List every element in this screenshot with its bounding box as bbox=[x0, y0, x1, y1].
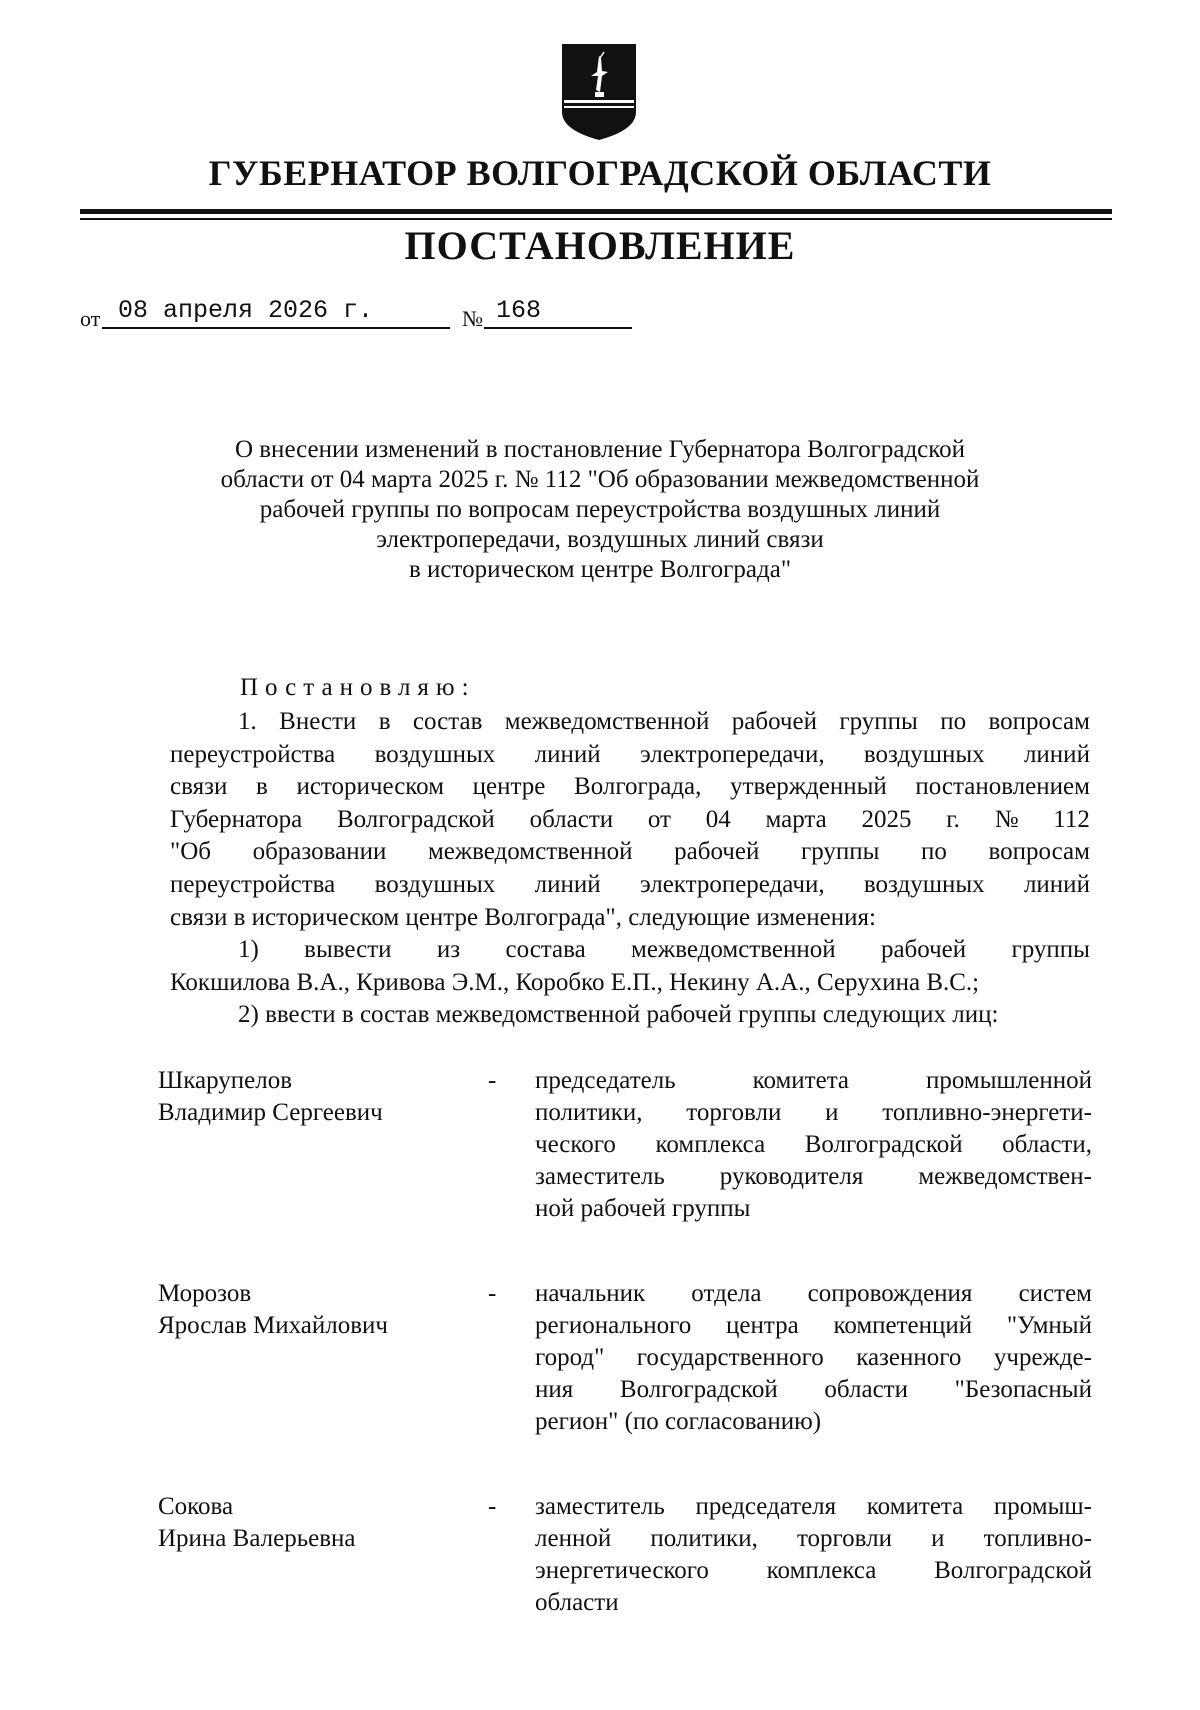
member-position bbox=[535, 1278, 1092, 1438]
word: политики, bbox=[650, 1525, 758, 1552]
word: систем bbox=[1018, 1280, 1092, 1307]
word: воздушных bbox=[374, 870, 496, 898]
subject-line: О внесении изменений в постановление Губернатора Волгоградской bbox=[234, 436, 966, 463]
member-name bbox=[158, 1278, 458, 1342]
word: ния bbox=[535, 1376, 574, 1403]
body-line bbox=[170, 739, 1090, 772]
word: образовании bbox=[252, 838, 387, 866]
word: в bbox=[378, 708, 391, 735]
body-line bbox=[170, 836, 1090, 869]
word: ческого bbox=[535, 1131, 616, 1158]
word: межведомствен- bbox=[918, 1163, 1092, 1190]
position-line bbox=[535, 1278, 1092, 1310]
member-surname: Сокова bbox=[158, 1493, 234, 1520]
header-rule-thick bbox=[80, 209, 1112, 214]
word: вывести bbox=[304, 936, 392, 964]
member-dash: - bbox=[488, 1280, 497, 1307]
word: рабочей bbox=[880, 936, 967, 964]
word: заместитель bbox=[535, 1163, 665, 1190]
position-line bbox=[535, 1065, 1092, 1097]
word: постановлением bbox=[915, 773, 1090, 801]
word: комитета bbox=[752, 1067, 850, 1094]
word: межведомственной bbox=[504, 708, 710, 735]
word: торговли bbox=[796, 1525, 893, 1552]
member-surname: Шкарупелов bbox=[158, 1067, 293, 1094]
word: линий bbox=[1023, 740, 1090, 768]
word: председатель bbox=[535, 1067, 676, 1094]
member-name bbox=[158, 1065, 458, 1129]
member-given-names: Владимир Сергеевич bbox=[158, 1099, 383, 1126]
word: воздушных bbox=[374, 740, 496, 768]
word: топливно- bbox=[983, 1525, 1092, 1552]
word: Губернатора bbox=[170, 805, 303, 833]
word: ленной bbox=[535, 1525, 612, 1552]
word: 04 bbox=[705, 805, 731, 833]
document-number: 168 bbox=[496, 296, 542, 325]
body-line bbox=[170, 771, 1090, 804]
word: "Безопасный bbox=[954, 1376, 1092, 1403]
word: состава bbox=[505, 936, 586, 964]
subject-line: рабочей группы по вопросам переустройства воздушных линий bbox=[259, 496, 941, 523]
position-line: области bbox=[535, 1589, 619, 1616]
position-line bbox=[535, 1310, 1092, 1342]
word: переустройства bbox=[170, 740, 336, 768]
word: состав bbox=[412, 708, 483, 735]
issuer-title: ГУБЕРНАТОР ВОЛГОГРАДСКОЙ ОБЛАСТИ bbox=[208, 153, 992, 193]
word: вопросам bbox=[988, 838, 1090, 866]
word: 2025 bbox=[861, 805, 912, 833]
volgograd-emblem-icon bbox=[560, 42, 638, 142]
word: 1) bbox=[238, 936, 259, 964]
word: воздушных bbox=[863, 740, 985, 768]
word: линий bbox=[1023, 870, 1090, 898]
word: рабочей bbox=[731, 708, 817, 735]
member-given-names: Ярослав Михайлович bbox=[158, 1312, 389, 1339]
document-date: 08 апреля 2026 г. bbox=[118, 296, 374, 325]
position-line bbox=[535, 1097, 1092, 1129]
word: Волгоградской bbox=[336, 805, 495, 833]
resolving-word: Постановляю: bbox=[240, 674, 476, 701]
word: по bbox=[921, 838, 947, 866]
word: марта bbox=[765, 805, 827, 833]
word: группы bbox=[1011, 936, 1090, 964]
document-subject bbox=[170, 435, 1030, 585]
member-position bbox=[535, 1491, 1092, 1619]
word: линий bbox=[534, 740, 601, 768]
word: от bbox=[647, 805, 671, 833]
word: председателя bbox=[695, 1493, 837, 1520]
word: группы bbox=[800, 838, 880, 866]
word: межведомственной bbox=[427, 838, 633, 866]
word: комитета bbox=[866, 1493, 964, 1520]
item1-line: Кокшилова В.А., Кривова Э.М., Коробко Е.П., Некину А.А., Серухина В.С.; bbox=[170, 968, 980, 996]
word: электропередачи, bbox=[639, 740, 825, 768]
word: из bbox=[436, 936, 461, 964]
word: воздушных bbox=[863, 870, 985, 898]
body-line bbox=[170, 869, 1090, 902]
word: государственного bbox=[636, 1344, 824, 1371]
subject-line: электропередачи, воздушных линий связи bbox=[376, 526, 824, 553]
word: энергетического bbox=[535, 1557, 709, 1584]
word: рабочей bbox=[674, 838, 760, 866]
member-dash: - bbox=[488, 1067, 497, 1094]
position-line bbox=[535, 1161, 1092, 1193]
word: город" bbox=[535, 1344, 605, 1371]
word: вопросам bbox=[988, 708, 1090, 735]
position-line: ной рабочей группы bbox=[535, 1195, 751, 1222]
word: комплекса bbox=[655, 1131, 766, 1158]
position-line bbox=[535, 1491, 1092, 1523]
word: 1. bbox=[238, 708, 257, 735]
word: руководителя bbox=[719, 1163, 864, 1190]
member-given-names: Ирина Валерьевна bbox=[158, 1525, 356, 1552]
word: регионального bbox=[535, 1312, 692, 1339]
word: комплекса bbox=[766, 1557, 877, 1584]
word: области, bbox=[1002, 1131, 1092, 1158]
position-line bbox=[535, 1374, 1092, 1406]
word: в bbox=[255, 773, 268, 801]
position-line bbox=[535, 1129, 1092, 1161]
number-underline bbox=[484, 327, 632, 329]
subject-line: области от 04 марта 2025 г. № 112 "Об образовании межведомственной bbox=[220, 466, 980, 493]
word: центра bbox=[726, 1312, 799, 1339]
member-dash: - bbox=[488, 1493, 497, 1520]
word: по bbox=[940, 708, 967, 735]
word: историческом bbox=[296, 773, 445, 801]
word: группы bbox=[839, 708, 918, 735]
member-surname: Морозов bbox=[158, 1280, 252, 1307]
word: линий bbox=[534, 870, 601, 898]
subject-line: в историческом центре Волгограда" bbox=[408, 556, 792, 583]
item1-line bbox=[170, 934, 1090, 967]
word: Волгограда, bbox=[574, 773, 702, 801]
member-name bbox=[158, 1491, 458, 1555]
word: казенного bbox=[856, 1344, 962, 1371]
member-position bbox=[535, 1065, 1092, 1225]
word: утвержденный bbox=[730, 773, 887, 801]
word: Внести bbox=[279, 708, 357, 735]
number-prefix: № bbox=[462, 306, 483, 331]
word: связи bbox=[170, 773, 228, 801]
word: промышленной bbox=[926, 1067, 1092, 1094]
word: переустройства bbox=[170, 870, 336, 898]
word: политики, bbox=[535, 1099, 643, 1126]
word: учрежде- bbox=[993, 1344, 1092, 1371]
word: 112 bbox=[1053, 805, 1090, 833]
document-type: ПОСТАНОВЛЕНИЕ bbox=[404, 223, 796, 268]
word: центре bbox=[472, 773, 546, 801]
word: и bbox=[931, 1525, 945, 1552]
word: "Умный bbox=[1006, 1312, 1092, 1339]
date-prefix: от bbox=[80, 306, 101, 331]
document-body bbox=[170, 706, 1090, 1032]
word: области bbox=[824, 1376, 908, 1403]
header-rule-thin bbox=[80, 218, 1112, 220]
word: Волгоградской bbox=[804, 1131, 963, 1158]
word: Волгоградской bbox=[934, 1557, 1092, 1584]
word: промыш- bbox=[993, 1493, 1092, 1520]
word: № bbox=[994, 805, 1019, 833]
word: топливно-энергети- bbox=[882, 1099, 1092, 1126]
body-line bbox=[170, 804, 1090, 837]
word: области bbox=[529, 805, 614, 833]
word: межведомственной bbox=[631, 936, 836, 964]
word: заместитель bbox=[535, 1493, 665, 1520]
word: "Об bbox=[170, 838, 211, 866]
position-line: регион" (по согласованию) bbox=[535, 1408, 822, 1435]
word: Волгоградской bbox=[619, 1376, 778, 1403]
word: торговли bbox=[686, 1099, 782, 1126]
position-line bbox=[535, 1555, 1092, 1587]
item2-line: 2) ввести в состав межведомственной рабочей группы следующих лиц: bbox=[238, 1001, 999, 1029]
date-underline bbox=[102, 327, 450, 329]
word: г. bbox=[946, 805, 960, 833]
word: сопровождения bbox=[807, 1280, 973, 1307]
word: и bbox=[825, 1099, 839, 1126]
position-line bbox=[535, 1342, 1092, 1374]
body-line: связи в историческом центре Волгограда", следующие изменения: bbox=[170, 903, 876, 931]
word: компетенций bbox=[833, 1312, 973, 1339]
word: начальник bbox=[535, 1280, 646, 1307]
word: электропередачи, bbox=[639, 870, 825, 898]
position-line bbox=[535, 1523, 1092, 1555]
word: отдела bbox=[691, 1280, 762, 1307]
body-line bbox=[170, 706, 1090, 739]
